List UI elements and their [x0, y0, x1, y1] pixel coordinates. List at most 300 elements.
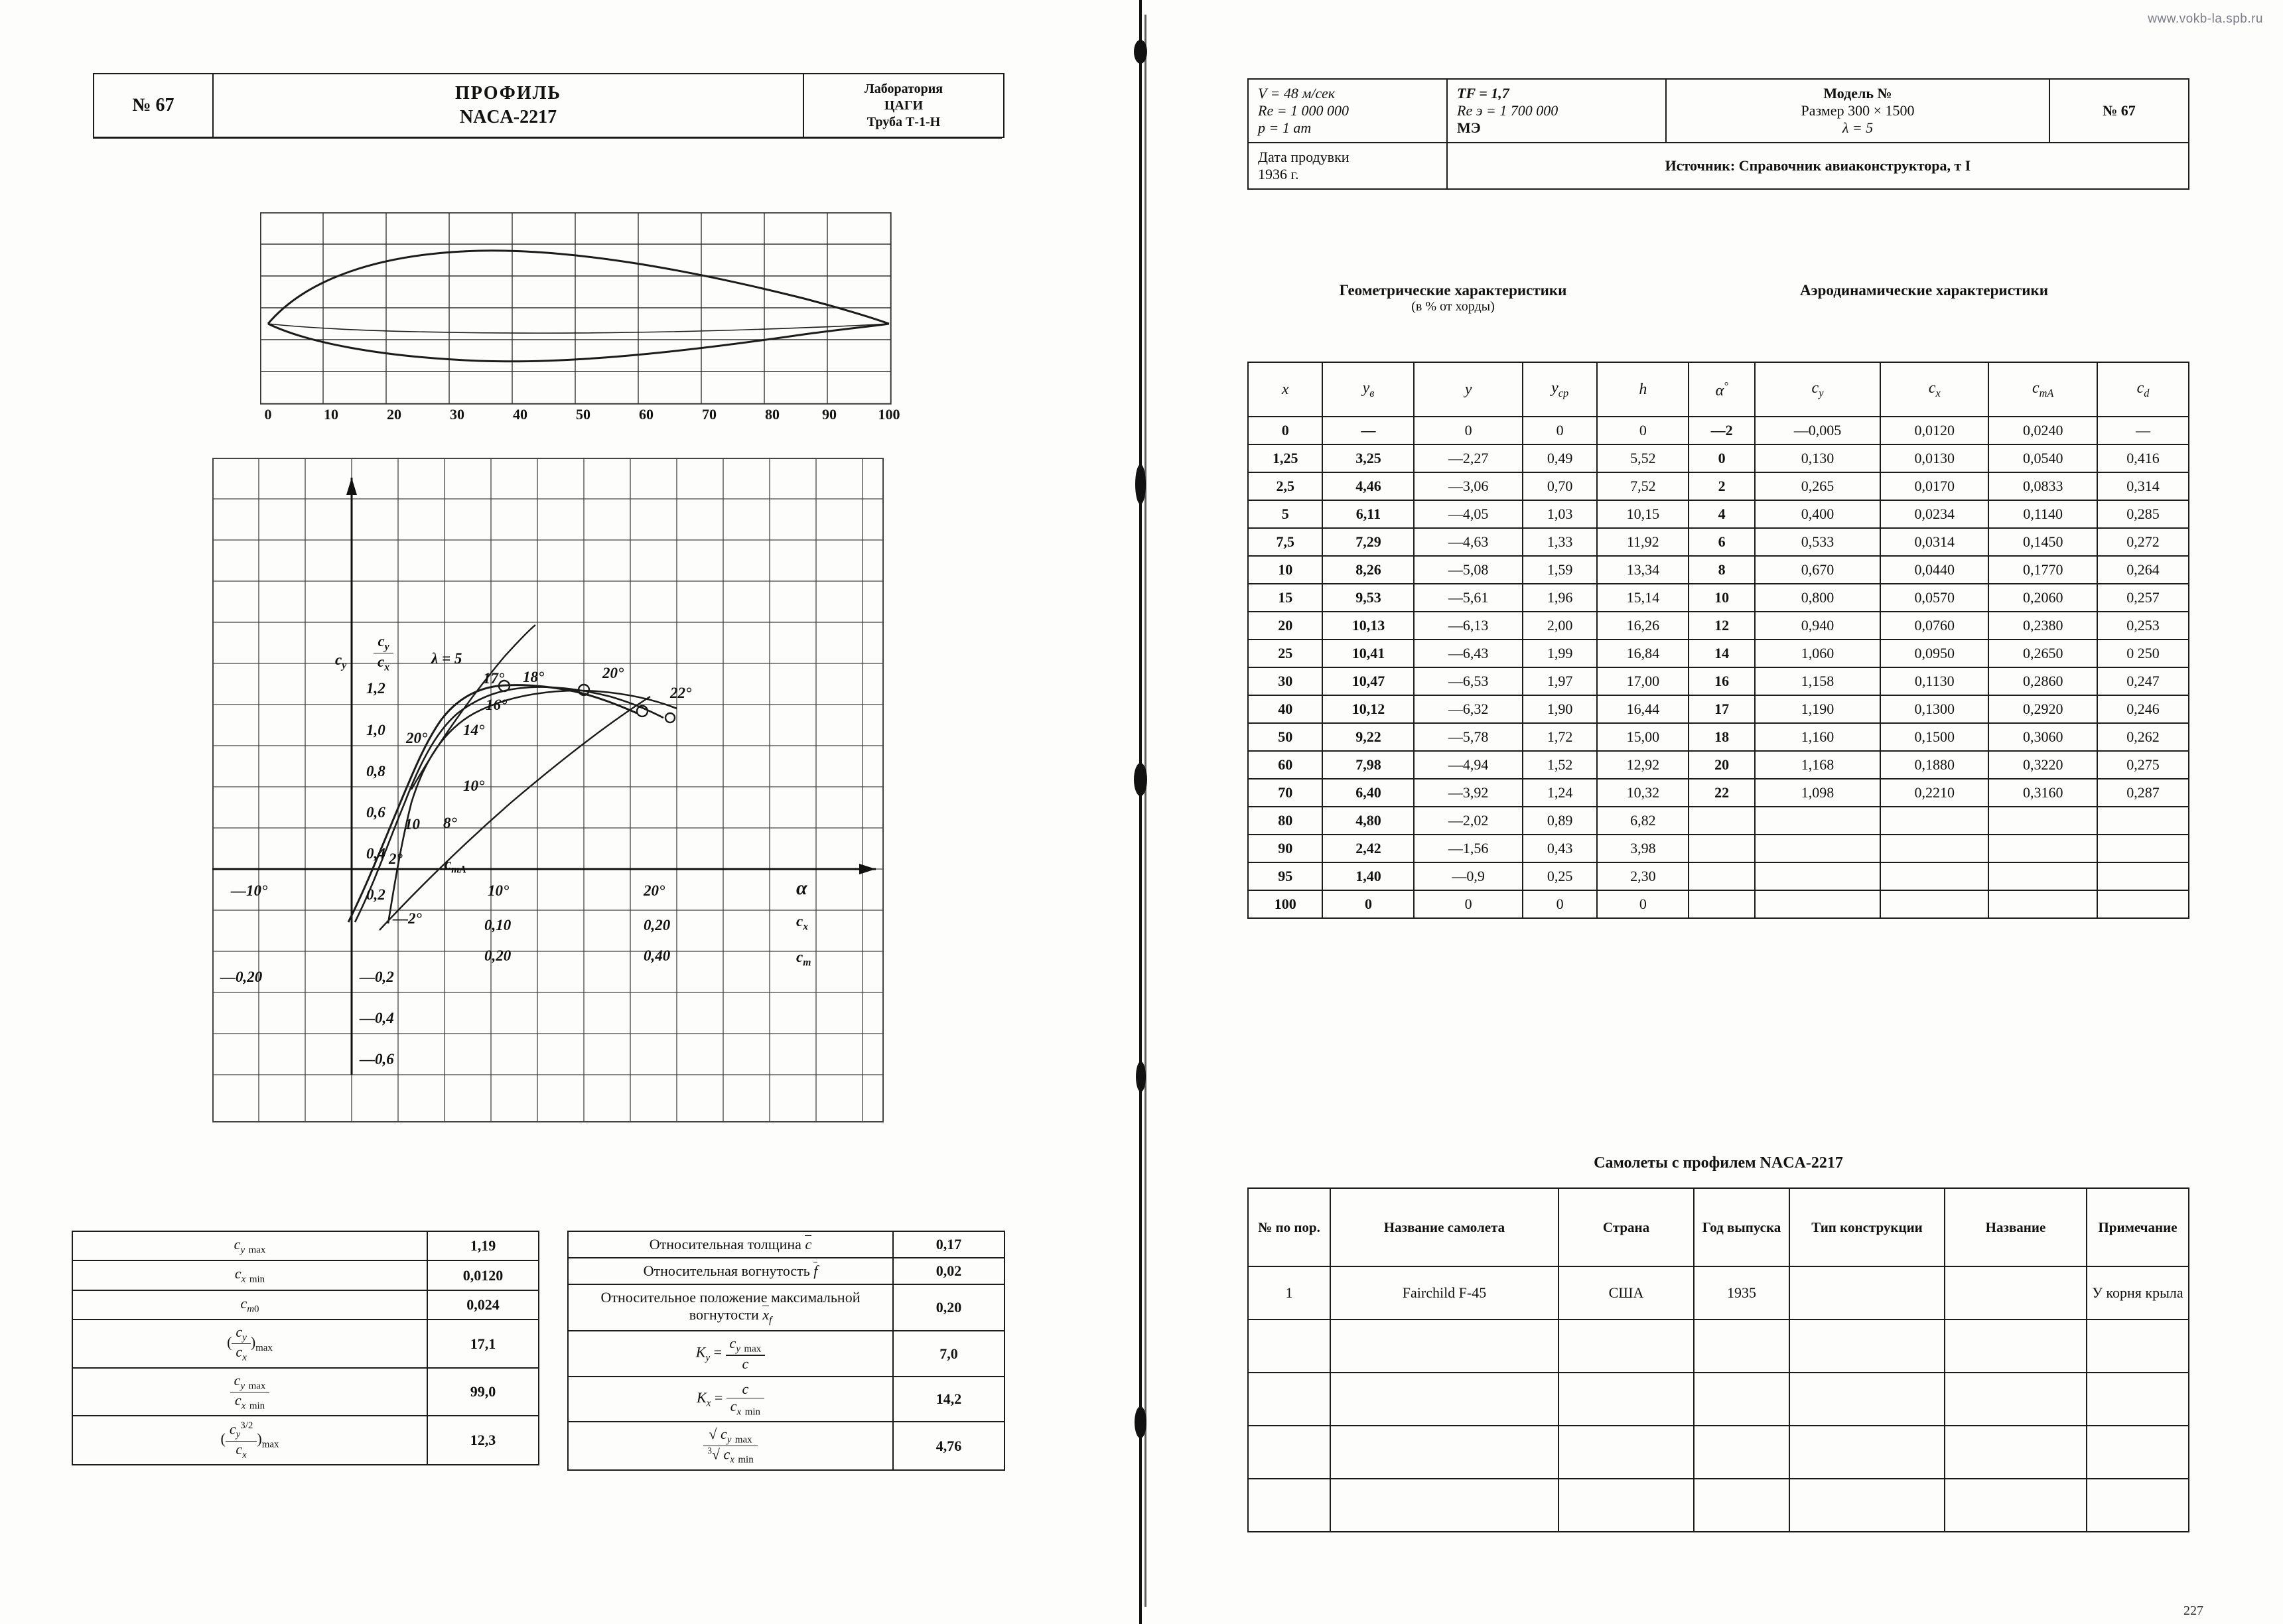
aircraft-table-title: Самолеты с профилем NACA-2217: [1594, 1154, 1843, 1172]
cx-scale-value: 0,20: [644, 917, 671, 933]
table-cell: 7,29: [1322, 528, 1414, 556]
table-cell: 1,40: [1322, 862, 1414, 890]
table-cell: 0: [1248, 417, 1322, 444]
table-cell: [1330, 1479, 1558, 1532]
table-cell: Fairchild F-45: [1330, 1266, 1558, 1320]
table-cell: —6,43: [1414, 640, 1522, 667]
col-x: x: [1248, 362, 1322, 417]
airfoil-tick: 90: [822, 406, 837, 423]
table-row: [1248, 1266, 2189, 1320]
table-cell: [2087, 1426, 2189, 1479]
curve-mark: 17°: [483, 670, 505, 687]
table-row: [1248, 862, 2189, 890]
table-cell: 0,49: [1523, 444, 1597, 472]
table-cell: [1694, 1373, 1789, 1426]
table-cell: 0: [1597, 417, 1689, 444]
table-cell: [1988, 862, 2097, 890]
test-date-value: 1936 г.: [1258, 166, 1299, 182]
polar-grid: [212, 458, 935, 1181]
table-cell: 0,2380: [1988, 612, 2097, 640]
cm-scale-value: 0,40: [644, 947, 671, 964]
table-cell: 4,46: [1322, 472, 1414, 500]
table-cell: 2,00: [1523, 612, 1597, 640]
table-row: [568, 1284, 1004, 1331]
table-cell: 2,30: [1597, 862, 1689, 890]
table-cell: —5,08: [1414, 556, 1522, 584]
table-cell: 30: [1248, 667, 1322, 695]
table-row: [1248, 612, 2189, 640]
airfoil-tick: 20: [387, 406, 401, 423]
table-cell: 8: [1689, 556, 1755, 584]
table-cell: 22: [1689, 779, 1755, 807]
table-cell: 100: [1248, 890, 1322, 918]
param-TF: TF = 1,7: [1457, 85, 1509, 102]
table-cell: 18: [1689, 723, 1755, 751]
table-cell: 10,47: [1322, 667, 1414, 695]
coordinates-and-coefficients-table: [1247, 362, 2189, 919]
table-cell: 7,52: [1597, 472, 1689, 500]
summary-value: 99,0: [427, 1368, 539, 1416]
table-row: [1248, 723, 2189, 751]
curve-mark: 16°: [486, 697, 508, 713]
cx-scale-value: 0,10: [484, 917, 512, 933]
ac-col-designation: Название: [1945, 1188, 2087, 1266]
table-row: [1248, 807, 2189, 835]
summary-table-left: [72, 1231, 539, 1465]
table-cell: 80: [1248, 807, 1322, 835]
table-cell: [1330, 1426, 1558, 1479]
lab-line3: Труба Т-1-Н: [866, 114, 941, 129]
table-cell: 95: [1248, 862, 1322, 890]
label-cx: $c_x$: [796, 913, 809, 933]
lab-line1: Лаборатория: [864, 81, 943, 96]
summary-key: $K_x$ = $\frac{c}{c_x _{min}}$: [568, 1377, 893, 1422]
summary-value: 14,2: [893, 1377, 1004, 1422]
curve-mark: 8°: [443, 815, 457, 831]
summary-key: Относительная толщина c: [568, 1231, 893, 1258]
table-cell: 3,98: [1597, 835, 1689, 862]
section-titles: [1247, 282, 2189, 314]
y-tick: —0,6: [360, 1051, 394, 1067]
col-y: y: [1414, 362, 1522, 417]
table-cell: [1689, 835, 1755, 862]
ac-col-no: № по пор.: [1248, 1188, 1330, 1266]
table-cell: 50: [1248, 723, 1322, 751]
table-cell: 0,89: [1523, 807, 1597, 835]
test-date-label: Дата продувки: [1258, 149, 1349, 165]
table-cell: 1,25: [1248, 444, 1322, 472]
table-cell: [1248, 1426, 1330, 1479]
table-cell: [1694, 1320, 1789, 1373]
lab-line2: ЦАГИ: [884, 98, 924, 113]
table-cell: [1988, 890, 2097, 918]
table-cell: [1789, 1320, 1945, 1373]
table-cell: 17: [1689, 695, 1755, 723]
table-cell: 1,52: [1523, 751, 1597, 779]
table-cell: 0,0760: [1880, 612, 1988, 640]
table-cell: 0,2210: [1880, 779, 1988, 807]
table-cell: 0,2060: [1988, 584, 2097, 612]
param-lambda: λ = 5: [1842, 119, 1874, 136]
table-cell: 5: [1248, 500, 1322, 528]
table-cell: [1789, 1373, 1945, 1426]
summary-value: 1,19: [427, 1231, 539, 1260]
table-cell: 5,52: [1597, 444, 1689, 472]
label-cy: $c_y$: [335, 651, 347, 671]
table-cell: 0,264: [2097, 556, 2189, 584]
summary-key: ( $\frac{c_y}{c_x}$ )$_{max}$: [72, 1320, 427, 1368]
table-cell: —3,06: [1414, 472, 1522, 500]
x-tick-minus2: —2°: [393, 910, 422, 927]
table-row: [1248, 667, 2189, 695]
airfoil-tick: 0: [264, 406, 272, 423]
test-date-cell: [1248, 143, 1447, 189]
param-tf-cell: [1447, 79, 1666, 143]
table-row: [72, 1290, 539, 1320]
test-parameters-table: [1247, 78, 2189, 190]
summary-key: Относительное положение максимальной вогнутости $x_f$: [568, 1284, 893, 1331]
curve-mark: 10°: [463, 778, 485, 794]
table-cell: 1,160: [1755, 723, 1880, 751]
param-model-cell: [1666, 79, 2049, 143]
summary-value: 4,76: [893, 1422, 1004, 1470]
col-cy: $c_y$: [1755, 362, 1880, 417]
table-cell: 1,158: [1755, 667, 1880, 695]
table-cell: 0,0240: [1988, 417, 2097, 444]
y-tick: 1,2: [366, 680, 385, 697]
table-cell: 0,0170: [1880, 472, 1988, 500]
watermark: www.vokb-la.spb.ru: [2148, 12, 2263, 26]
table-row: [1248, 500, 2189, 528]
summary-key: $c_{m0}$: [72, 1290, 427, 1320]
table-cell: 15: [1248, 584, 1322, 612]
summary-value: 17,1: [427, 1320, 539, 1368]
table-row: [1248, 779, 2189, 807]
table-cell: 16,44: [1597, 695, 1689, 723]
table-cell: [1988, 807, 2097, 835]
table-cell: [2087, 1479, 2189, 1532]
table-cell: 2,42: [1322, 835, 1414, 862]
table-row: [1248, 584, 2189, 612]
table-cell: 0,247: [2097, 667, 2189, 695]
label-cmA: $c_{mA}$: [445, 856, 466, 876]
y-tick: 0,6: [366, 804, 385, 821]
airfoil-x-axis: [260, 406, 930, 423]
table-cell: [2087, 1320, 2189, 1373]
y-tick-secondary: —0,20: [220, 969, 263, 985]
table-cell: 0,0540: [1988, 444, 2097, 472]
summary-key: $\frac{√ c_y _{max}}{^3√ c_x _{min}}$: [568, 1422, 893, 1470]
label-alpha: α: [796, 877, 807, 899]
table-cell: —0,005: [1755, 417, 1880, 444]
table-cell: [1558, 1479, 1694, 1532]
table-cell: 0,0440: [1880, 556, 1988, 584]
table-header-row: [1248, 1188, 2189, 1266]
table-cell: 0,940: [1755, 612, 1880, 640]
table-cell: [1789, 1479, 1945, 1532]
label-cy-cx: $\frac{c_y}{c_x}$: [374, 633, 393, 673]
table-cell: 16: [1689, 667, 1755, 695]
table-cell: 16,26: [1597, 612, 1689, 640]
y-tick: 1,0: [366, 722, 385, 738]
table-cell: 10,32: [1597, 779, 1689, 807]
table-cell: 6,11: [1322, 500, 1414, 528]
table-row: [1248, 640, 2189, 667]
summary-key: $\frac{c_y _{max}}{c_x _{min}}$: [72, 1368, 427, 1416]
table-cell: 0,0314: [1880, 528, 1988, 556]
table-row: [72, 1368, 539, 1416]
col-cd: $c_d$: [2097, 362, 2189, 417]
table-cell: 0,400: [1755, 500, 1880, 528]
col-cmA: $c_{mA}$: [1988, 362, 2097, 417]
table-row: [568, 1231, 1004, 1258]
airfoil-tick: 10: [324, 406, 338, 423]
table-cell: —0,9: [1414, 862, 1522, 890]
table-cell: 14: [1689, 640, 1755, 667]
table-row: [1248, 1479, 2189, 1532]
table-cell: 10,41: [1322, 640, 1414, 667]
summary-value: 0,0120: [427, 1260, 539, 1290]
table-cell: 10,13: [1322, 612, 1414, 640]
y-tick: —0,2: [360, 969, 394, 985]
table-cell: 0,285: [2097, 500, 2189, 528]
table-cell: 0: [1689, 444, 1755, 472]
table-cell: 15,00: [1597, 723, 1689, 751]
table-cell: [1689, 890, 1755, 918]
table-cell: [1988, 835, 2097, 862]
table-row: [72, 1320, 539, 1368]
table-cell: [2097, 835, 2189, 862]
table-cell: 4,80: [1322, 807, 1414, 835]
param-V: V = 48 м/сек: [1258, 85, 1336, 102]
y-tick: —0,4: [360, 1010, 394, 1026]
table-cell: 1,97: [1523, 667, 1597, 695]
summary-value: 0,024: [427, 1290, 539, 1320]
table-cell: 0: [1414, 417, 1522, 444]
summary-key: $K_y$ = $\frac{c_y _{max}}{c}$: [568, 1331, 893, 1377]
table-row: [1248, 444, 2189, 472]
table-cell: 0,272: [2097, 528, 2189, 556]
geometric-section-subtitle: (в % от хорды): [1411, 299, 1495, 314]
table-row: [1248, 1426, 2189, 1479]
page-number: 227: [2183, 1603, 2203, 1618]
table-cell: 0,2650: [1988, 640, 2097, 667]
table-cell: 0,1300: [1880, 695, 1988, 723]
airfoil-tick: 60: [639, 406, 654, 423]
table-cell: 15,14: [1597, 584, 1689, 612]
table-cell: 7,98: [1322, 751, 1414, 779]
airfoil-grid: [260, 212, 924, 405]
table-cell: [1945, 1373, 2087, 1426]
table-cell: 0,3060: [1988, 723, 2097, 751]
table-cell: 0: [1414, 890, 1522, 918]
table-cell: —3,92: [1414, 779, 1522, 807]
table-row: [1248, 143, 2189, 189]
table-row: [1248, 417, 2189, 444]
table-cell: —: [1322, 417, 1414, 444]
ac-col-type: Тип конструкции: [1789, 1188, 1945, 1266]
label-lambda: λ = 5: [431, 650, 462, 667]
table-row: [72, 1260, 539, 1290]
table-cell: [1789, 1266, 1945, 1320]
table-cell: 1,90: [1523, 695, 1597, 723]
table-cell: 1,99: [1523, 640, 1597, 667]
table-cell: [2087, 1373, 2189, 1426]
table-cell: 0,670: [1755, 556, 1880, 584]
curve-mark: 14°: [463, 722, 485, 738]
source-text: Источник: Справочник авиаконструктора, т I: [1665, 157, 1971, 174]
table-cell: 20: [1689, 751, 1755, 779]
table-cell: 0,1500: [1880, 723, 1988, 751]
param-speed-cell: [1248, 79, 1447, 143]
airfoil-tick: 70: [702, 406, 717, 423]
table-cell: 0,2860: [1988, 667, 2097, 695]
param-number: № 67: [2049, 79, 2189, 143]
profile-number-cell: [94, 74, 214, 137]
table-cell: —6,53: [1414, 667, 1522, 695]
ac-col-year: Год выпуска: [1694, 1188, 1789, 1266]
table-cell: 16,84: [1597, 640, 1689, 667]
table-cell: —5,61: [1414, 584, 1522, 612]
table-cell: 12: [1689, 612, 1755, 640]
table-cell: 10: [1248, 556, 1322, 584]
curve-mark: 18°: [523, 669, 545, 685]
table-cell: 6,40: [1322, 779, 1414, 807]
table-cell: —2: [1689, 417, 1755, 444]
table-cell: [1945, 1426, 2087, 1479]
table-cell: [1694, 1479, 1789, 1532]
table-cell: 8,26: [1322, 556, 1414, 584]
table-row: [1248, 1320, 2189, 1373]
aerodynamic-curves-plot: [212, 458, 935, 1181]
table-row: [568, 1422, 1004, 1470]
airfoil-tick: 50: [576, 406, 590, 423]
curve-mark: 22°: [670, 685, 692, 701]
table-cell: 0,1880: [1880, 751, 1988, 779]
table-cell: 9,53: [1322, 584, 1414, 612]
table-cell: 0,287: [2097, 779, 2189, 807]
y-tick: 0,2: [366, 886, 385, 903]
profile-title-cell: [214, 74, 804, 137]
table-cell: [2097, 807, 2189, 835]
x-tick: 10°: [488, 882, 510, 899]
param-ME: МЭ: [1457, 119, 1481, 136]
table-cell: 70: [1248, 779, 1322, 807]
table-cell: 1,96: [1523, 584, 1597, 612]
table-cell: США: [1558, 1266, 1694, 1320]
param-model: Модель №: [1823, 85, 1892, 102]
table-cell: [1330, 1320, 1558, 1373]
table-cell: 90: [1248, 835, 1322, 862]
table-cell: 0,800: [1755, 584, 1880, 612]
table-cell: 1: [1248, 1266, 1330, 1320]
table-cell: 0,0130: [1880, 444, 1988, 472]
summary-key: Относительная вогнутость f: [568, 1258, 893, 1284]
header-underline: [93, 137, 1002, 139]
ac-col-country: Страна: [1558, 1188, 1694, 1266]
table-cell: 0,0234: [1880, 500, 1988, 528]
table-cell: 0,25: [1523, 862, 1597, 890]
table-cell: 0: [1523, 417, 1597, 444]
table-row: [1248, 890, 2189, 918]
table-cell: 1,24: [1523, 779, 1597, 807]
table-cell: [1689, 807, 1755, 835]
table-cell: 0,3220: [1988, 751, 2097, 779]
table-cell: 4: [1689, 500, 1755, 528]
table-cell: 0,0833: [1988, 472, 2097, 500]
table-row: [1248, 835, 2189, 862]
table-cell: 9,22: [1322, 723, 1414, 751]
table-cell: 0,1140: [1988, 500, 2097, 528]
table-cell: [1945, 1320, 2087, 1373]
profile-number: № 67: [132, 95, 174, 115]
table-cell: 0,257: [2097, 584, 2189, 612]
summary-value: 7,0: [893, 1331, 1004, 1377]
col-h: h: [1597, 362, 1689, 417]
table-cell: —6,13: [1414, 612, 1522, 640]
table-cell: 0: [1597, 890, 1689, 918]
table-cell: [1694, 1426, 1789, 1479]
col-ysr: $y_{ср}$: [1523, 362, 1597, 417]
table-cell: —2,27: [1414, 444, 1522, 472]
airfoil-shape-plot: [260, 212, 924, 398]
table-cell: 1,72: [1523, 723, 1597, 751]
table-cell: 2: [1689, 472, 1755, 500]
table-cell: 20: [1248, 612, 1322, 640]
table-cell: 1,190: [1755, 695, 1880, 723]
ac-col-note: Примечание: [2087, 1188, 2189, 1266]
table-cell: [1755, 890, 1880, 918]
profile-title: ПРОФИЛЬ: [454, 83, 562, 103]
table-cell: [1558, 1373, 1694, 1426]
table-cell: 0,0120: [1880, 417, 1988, 444]
table-cell: 13,34: [1597, 556, 1689, 584]
col-cx: $c_x$: [1880, 362, 1988, 417]
table-cell: —4,94: [1414, 751, 1522, 779]
table-row: [568, 1258, 1004, 1284]
table-cell: [2097, 862, 2189, 890]
param-Re: Re = 1 000 000: [1258, 102, 1349, 119]
geometric-section-title: Геометрические характеристики (в % от хорды): [1247, 282, 1659, 314]
col-yv: $y_в$: [1322, 362, 1414, 417]
table-cell: 12,92: [1597, 751, 1689, 779]
table-cell: [1880, 862, 1988, 890]
y-tick: 0,4: [366, 845, 385, 862]
table-cell: 1,03: [1523, 500, 1597, 528]
table-cell: —4,05: [1414, 500, 1522, 528]
label-cm: $c_m$: [796, 949, 811, 969]
aircraft-table: [1247, 1187, 2189, 1532]
summary-key: $c_x$ $_{min}$: [72, 1260, 427, 1290]
table-cell: [1880, 890, 1988, 918]
table-cell: 0,416: [2097, 444, 2189, 472]
table-cell: 17,00: [1597, 667, 1689, 695]
curve-mark: 10: [405, 816, 420, 833]
table-cell: 1,33: [1523, 528, 1597, 556]
table-cell: 6: [1689, 528, 1755, 556]
curve-mark: 20°: [406, 730, 428, 746]
table-cell: [1789, 1426, 1945, 1479]
table-row: [568, 1331, 1004, 1377]
table-cell: 7,5: [1248, 528, 1322, 556]
table-cell: [1558, 1426, 1694, 1479]
airfoil-tick: 30: [450, 406, 464, 423]
table-cell: 10,12: [1322, 695, 1414, 723]
col-alpha: α°: [1689, 362, 1755, 417]
table-cell: —1,56: [1414, 835, 1522, 862]
table-cell: —2,02: [1414, 807, 1522, 835]
table-cell: 0,70: [1523, 472, 1597, 500]
